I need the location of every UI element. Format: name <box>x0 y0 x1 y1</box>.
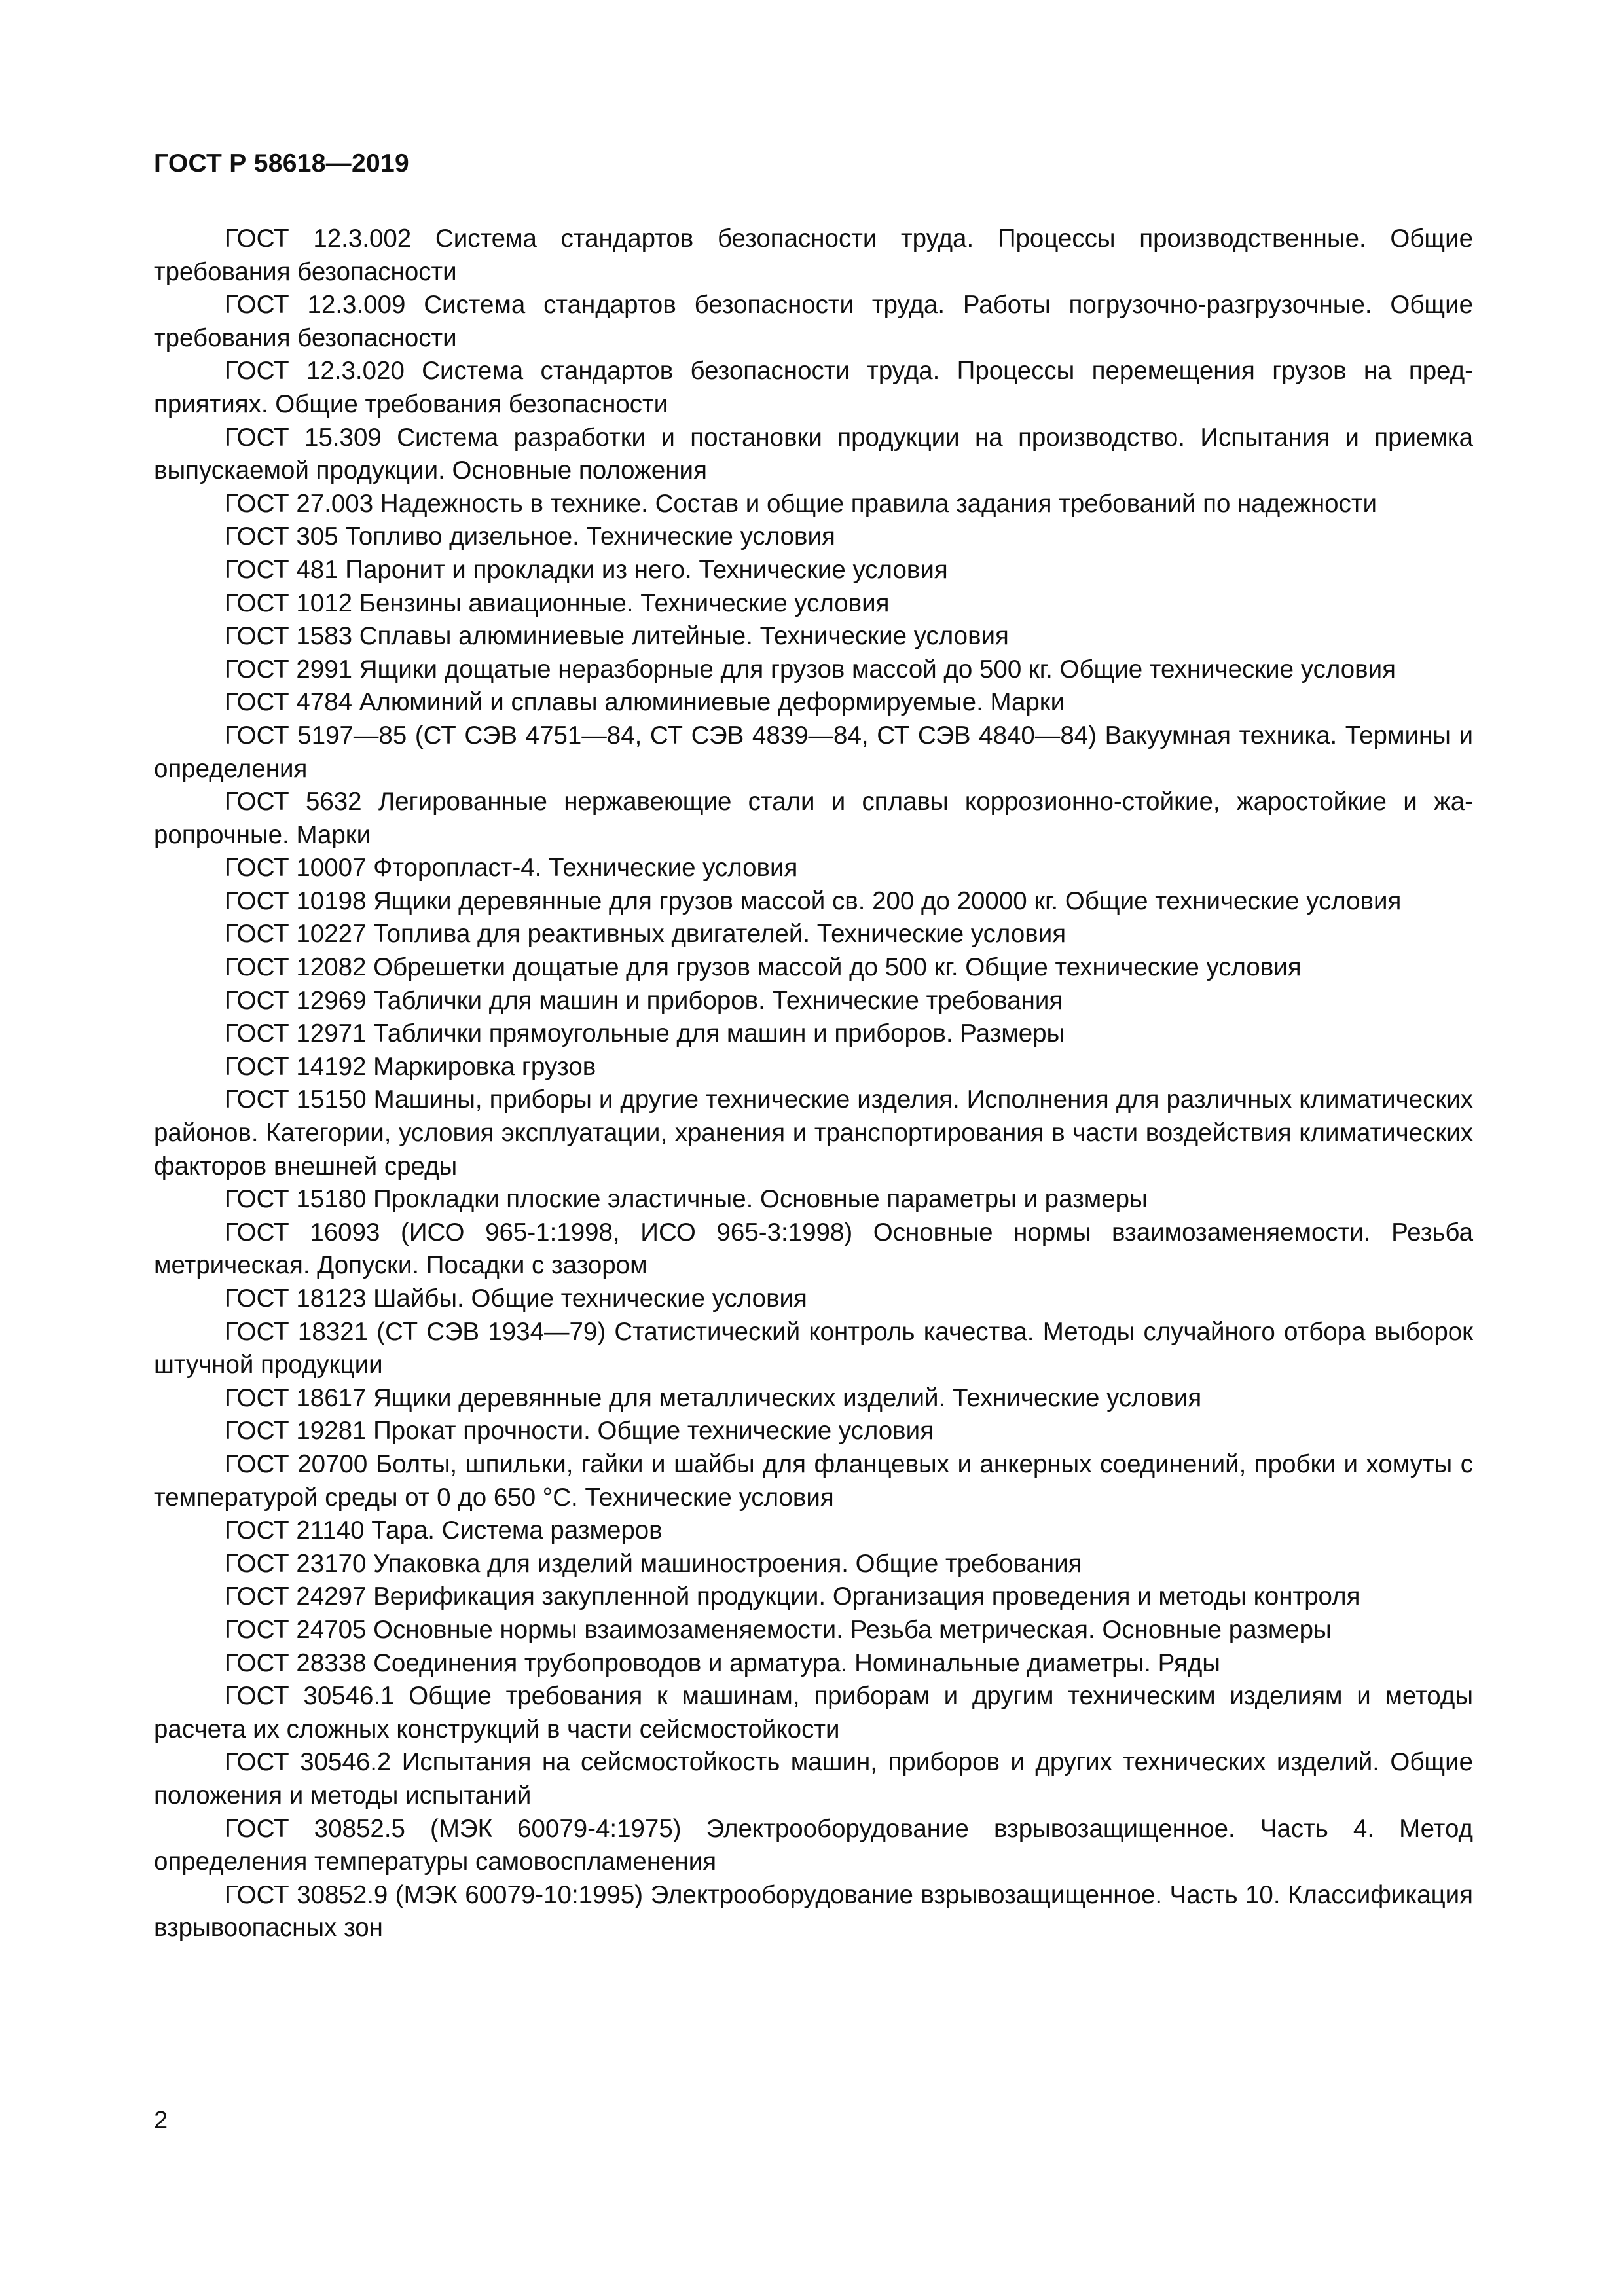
normative-references-list <box>154 223 1473 1945</box>
reference-item: ГОСТ 24705 Основные нормы взаимозаменяемости. Резьба метрическая. Основные размеры <box>225 1615 1332 1644</box>
reference-item: ГОСТ 5632 Легированные нержавеющие стали и сплавы коррозионно-стойкие, жаростойкие и жаропрочные. Марки <box>154 788 1473 849</box>
reference-item: ГОСТ 12.3.020 Система стандартов безопасности труда. Процессы перемещения грузов на предприятиях. Общие требования безопасности <box>154 357 1473 418</box>
reference-item: ГОСТ 305 Топливо дизельное. Технические условия <box>225 522 835 551</box>
reference-item: ГОСТ 30546.1 Общие требования к машинам, приборам и другим техническим изделиям и методы расчета их сложных конструкций в части сейсмостойкости <box>154 1682 1473 1743</box>
reference-item: ГОСТ 12082 Обрешетки дощатые для грузов массой до 500 кг. Общие технические условия <box>225 953 1302 982</box>
reference-item: ГОСТ 15.309 Система разработки и постановки продукции на производство. Испытания и приемка выпускаемой продукции. Основные положения <box>154 423 1473 485</box>
reference-item: ГОСТ 19281 Прокат прочности. Общие технические условия <box>225 1417 934 1446</box>
reference-item: ГОСТ 15150 Машины, приборы и другие технические изделия. Исполнения для различных климатических районов. Категории, условия эксплуатации, хранения и транспортирования в части воздействия климатических факторов внешней среды <box>154 1085 1473 1180</box>
reference-item: ГОСТ 2991 Ящики дощатые неразборные для грузов массой до 500 кг. Общие технические условия <box>225 655 1396 683</box>
reference-item: ГОСТ 30546.2 Испытания на сейсмостойкость машин, приборов и других технических изделий. Общие положения и методы испытаний <box>154 1748 1473 1810</box>
reference-item: ГОСТ 30852.9 (МЭК 60079-10:1995) Электрооборудование взрывозащищенное. Часть 10. Классификация взрывоопасных зон <box>154 1880 1473 1942</box>
reference-item: ГОСТ 1012 Бензины авиационные. Технические условия <box>225 589 890 617</box>
reference-item: ГОСТ 10198 Ящики деревянные для грузов массой св. 200 до 20000 кг. Общие технические условия <box>225 886 1402 915</box>
reference-item: ГОСТ 10227 Топлива для реактивных двигателей. Технические условия <box>225 920 1067 949</box>
reference-item: ГОСТ 15180 Прокладки плоские эластичные. Основные параметры и размеры <box>225 1185 1148 1214</box>
document-header: ГОСТ Р 58618—2019 <box>154 149 409 177</box>
reference-item: ГОСТ 24297 Верификация закупленной продукции. Организация проведения и методы контроля <box>225 1582 1360 1611</box>
reference-item: ГОСТ 20700 Болты, шпильки, гайки и шайбы для фланцевых и анкерных соединений, пробки и хомуты с температурой среды от 0 до 650 °С. Технические условия <box>154 1449 1473 1512</box>
reference-item: ГОСТ 5197—85 (СТ СЭВ 4751—84, СТ СЭВ 4839—84, СТ СЭВ 4840—84) Вакуумная техника. Термины и определения <box>154 721 1473 783</box>
reference-item: ГОСТ 1583 Сплавы алюминиевые литейные. Технические условия <box>225 622 1009 651</box>
reference-item: ГОСТ 28338 Соединения трубопроводов и арматура. Номинальные диаметры. Ряды <box>225 1649 1220 1677</box>
reference-item: ГОСТ 30852.5 (МЭК 60079-4:1975) Электрооборудование взрывозащищенное. Часть 4. Метод определения температуры самовоспламенения <box>154 1814 1473 1876</box>
reference-item: ГОСТ 18123 Шайбы. Общие технические условия <box>225 1285 807 1313</box>
reference-item: ГОСТ 12969 Таблички для машин и приборов. Технические требования <box>225 986 1063 1015</box>
reference-item: ГОСТ 18321 (СТ СЭВ 1934—79) Статистический контроль качества. Методы случайного отбора выборок штучной продукции <box>154 1317 1473 1379</box>
reference-item: ГОСТ 18617 Ящики деревянные для металлических изделий. Технические условия <box>225 1383 1202 1412</box>
reference-item: ГОСТ 12.3.002 Система стандартов безопасности труда. Процессы производственные. Общие требования безопасности <box>154 225 1473 286</box>
reference-item: ГОСТ 12.3.009 Система стандартов безопасности труда. Работы погрузочно-разгрузочные. Общие требования безопасности <box>154 291 1473 352</box>
reference-item: ГОСТ 23170 Упаковка для изделий машиностроения. Общие требования <box>225 1549 1082 1578</box>
reference-item: ГОСТ 12971 Таблички прямоугольные для машин и приборов. Размеры <box>225 1019 1065 1048</box>
reference-item: ГОСТ 21140 Тара. Система размеров <box>225 1516 663 1545</box>
reference-item: ГОСТ 481 Паронит и прокладки из него. Технические условия <box>225 555 948 584</box>
reference-item: ГОСТ 16093 (ИСО 965-1:1998, ИСО 965-3:1998) Основные нормы взаимозаменяемости. Резьба метрическая. Допуски. Посадки с зазором <box>154 1218 1473 1280</box>
page-number: 2 <box>154 2107 168 2134</box>
reference-item: ГОСТ 14192 Маркировка грузов <box>225 1052 596 1081</box>
reference-item: ГОСТ 4784 Алюминий и сплавы алюминиевые деформируемые. Марки <box>225 688 1065 717</box>
reference-item: ГОСТ 27.003 Надежность в технике. Состав и общие правила задания требований по надежности <box>225 489 1377 518</box>
reference-item: ГОСТ 10007 Фторопласт-4. Технические условия <box>225 854 798 883</box>
